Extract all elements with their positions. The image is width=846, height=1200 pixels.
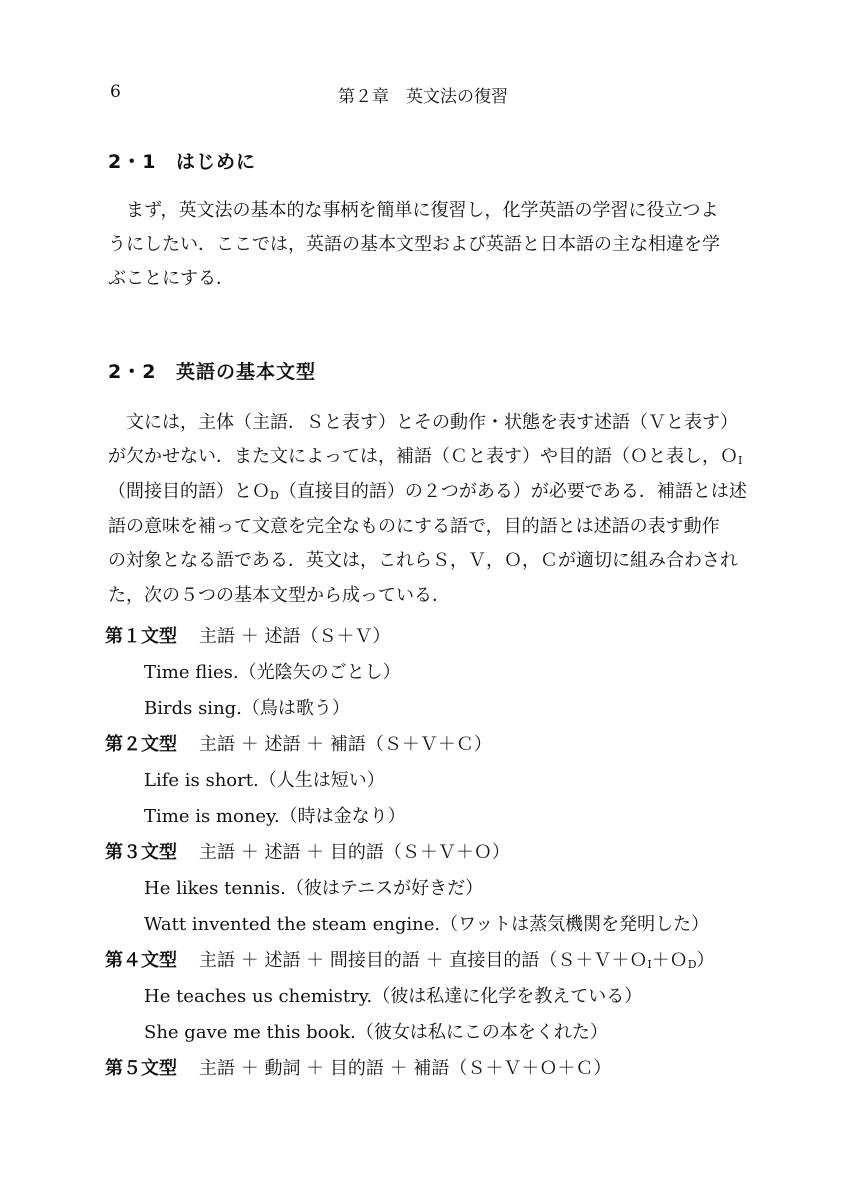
paragraph-line: うにしたい．ここでは，英語の基本文型および英語と日本語の主な相違を学 [108,234,720,255]
paragraph-line: 語の意味を補って文意を完全なものにする語で，目的語とは述語の表す動作 [108,516,720,537]
section-heading-2-1 [108,147,256,174]
pattern-label: 第５文型 [105,1058,177,1079]
example-sentence: He teaches us chemistry.（彼は私達に化学を教えている） [144,986,643,1007]
pattern-formula: 主語 ＋ 述語（Ｓ＋Ｖ） [199,626,391,647]
example-sentence: Watt invented the steam engine.（ワットは蒸気機関を発明した） [144,914,710,935]
paragraph-line: 文には，主体（主語．Ｓと表す）とその動作・状態を表す述語（Ｖと表す） [126,412,738,433]
paragraph-line: が欠かせない．また文によっては，補語（Ｃと表す）や目的語（Ｏと表し，ＯI [108,446,743,467]
pattern-formula: 主語 ＋ 述語 ＋ 目的語（Ｓ＋Ｖ＋Ｏ） [199,842,510,863]
section-number: 2・2 [108,361,157,383]
pattern-label: 第３文型 [105,842,177,863]
section-title: 英語の基本文型 [176,361,317,383]
pattern-label: 第１文型 [105,626,177,647]
subscript: D [687,958,697,971]
pattern-4 [105,946,715,976]
example-sentence: Time flies.（光陰矢のごとし） [144,662,401,683]
paragraph-line: た，次の５つの基本文型から成っている． [108,585,450,606]
pattern-formula: 主語 ＋ 動詞 ＋ 目的語 ＋ 補語（Ｓ＋Ｖ＋Ｏ＋Ｃ） [199,1058,612,1079]
section-heading-2-2 [108,357,316,384]
example-sentence: She gave me this book.（彼女は私にこの本をくれた） [144,1022,608,1043]
section-title: はじめに [176,151,257,173]
paragraph-line: まず，英文法の基本的な事柄を簡単に復習し，化学英語の学習に役立つよ [126,200,719,221]
pattern-5 [105,1054,611,1084]
paragraph-line: の対象となる語である．英文は，これらＳ，Ｖ，Ｏ，Ｃが適切に組み合わされ [108,550,738,571]
running-title: 第２章 英文法の復習 [338,87,508,107]
page-header [0,82,846,106]
pattern-3 [105,838,510,868]
example-sentence: He likes tennis.（彼はテニスが好きだ） [144,878,484,899]
pattern-1 [105,622,390,652]
pattern-formula: 主語 ＋ 述語 ＋ 間接目的語 ＋ 直接目的語（Ｓ＋Ｖ＋ＯI＋ＯD） [199,950,715,971]
section-number: 2・1 [108,151,157,173]
example-sentence: Life is short.（人生は短い） [144,770,385,791]
paragraph-line: ぶことにする． [108,268,234,289]
example-sentence: Birds sing.（鳥は歌う） [144,698,350,719]
pattern-2 [105,730,492,760]
subscript: D [270,489,279,502]
pattern-formula: 主語 ＋ 述語 ＋ 補語（Ｓ＋Ｖ＋Ｃ） [199,734,492,755]
subscript: I [647,958,652,971]
paragraph-line: （間接目的語）とＯD（直接目的語）の２つがある）が必要である．補語とは述 [108,481,747,502]
page-number: 6 [110,82,121,102]
pattern-label: 第２文型 [105,734,177,755]
subscript: I [738,454,743,467]
pattern-label: 第４文型 [105,950,177,971]
example-sentence: Time is money.（時は金なり） [144,806,406,827]
